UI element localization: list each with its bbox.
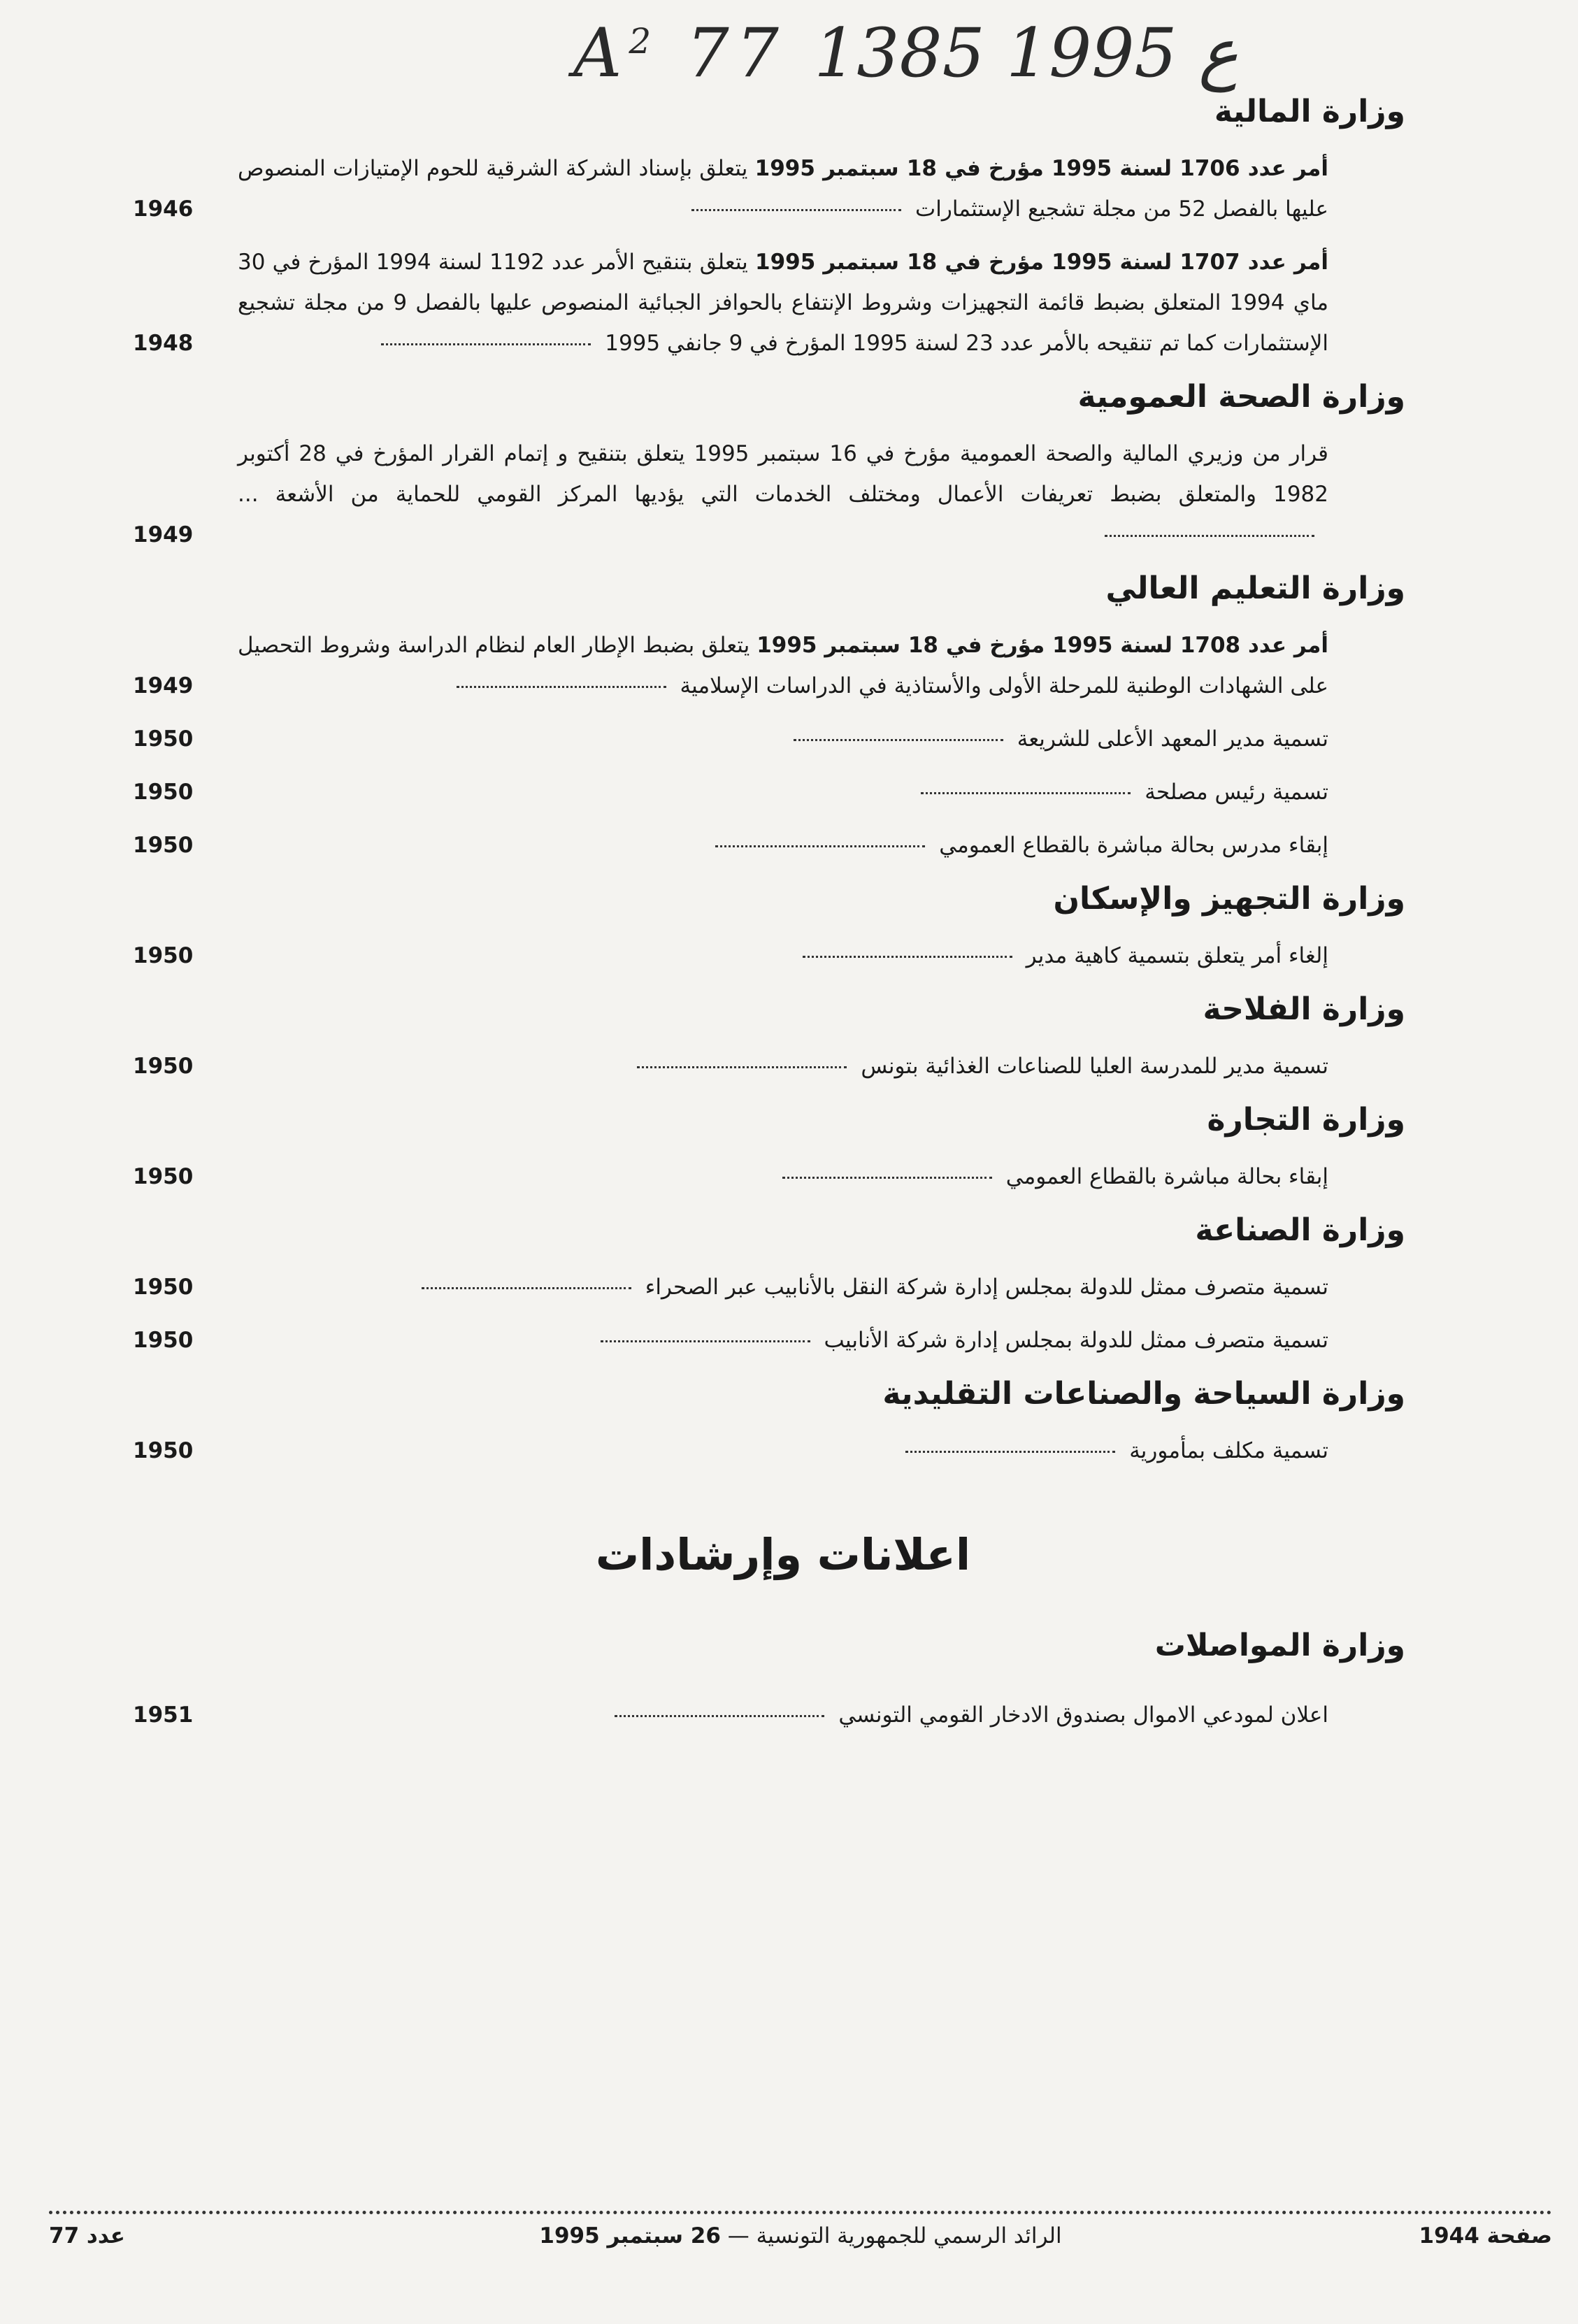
dot-leader xyxy=(637,1066,847,1068)
toc-entry xyxy=(133,1156,1405,1197)
ministry-heading: وزارة التجهيز والإسكان xyxy=(1053,881,1405,917)
dot-leader xyxy=(794,739,1003,741)
toc-entry-description: تسمية مدير المعهد الأعلى للشريعة xyxy=(1017,726,1328,752)
footer-page-number: صفحة 1944 xyxy=(1419,2223,1552,2248)
toc-entry-text xyxy=(238,1267,1328,1307)
toc-entry-text xyxy=(238,772,1328,812)
toc-entry-description: تسمية مكلف بمأمورية xyxy=(1129,1438,1328,1463)
page-footer xyxy=(49,2223,1552,2265)
footer-publication-name: الرائد الرسمي للجمهورية التونسية — xyxy=(727,2223,1062,2248)
toc-entry xyxy=(133,825,1405,866)
toc-entry-page-number: 1950 xyxy=(133,780,194,805)
toc-entry-text xyxy=(238,1156,1328,1197)
footer-divider xyxy=(49,2211,1552,2214)
toc-entry-text xyxy=(238,1695,1328,1735)
toc-entry-text xyxy=(238,1320,1328,1361)
toc-entry-description: إلغاء أمر يتعلق بتسمية كاهية مدير xyxy=(1026,943,1328,968)
toc-entry xyxy=(133,433,1405,555)
toc-entry xyxy=(133,625,1405,706)
table-of-contents xyxy=(133,91,1405,1748)
ministry-heading: وزارة التجارة xyxy=(1207,1102,1405,1138)
toc-entry-text xyxy=(238,935,1328,976)
toc-entry-page-number: 1950 xyxy=(133,1438,194,1463)
announcements-title: اعلانات وإرشادات xyxy=(595,1529,971,1580)
dot-leader xyxy=(601,1340,810,1342)
ministry-heading: وزارة الصناعة xyxy=(1195,1212,1405,1248)
toc-entry xyxy=(133,148,1405,229)
dot-leader xyxy=(615,1715,824,1717)
toc-entry-page-number: 1950 xyxy=(133,1164,194,1189)
toc-entry-text xyxy=(238,242,1328,364)
toc-entry-description: تسمية متصرف ممثل للدولة بمجلس إدارة شركة النقل بالأنابيب عبر الصحراء xyxy=(645,1275,1328,1300)
toc-entry-description: قرار من وزيري المالية والصحة العمومية مؤرخ في 16 سبتمبر 1995 يتعلق بتنقيح و إتمام القرار المؤرخ في 28 أكتوبر 1982 والمتعلق بضبط تعريفات الأعمال ومختلف الخدمات التي يؤديها المركز القومي للحماية من الأشعة ... xyxy=(238,441,1329,507)
toc-entry xyxy=(133,772,1405,812)
toc-entry xyxy=(133,935,1405,976)
dot-leader xyxy=(803,956,1012,958)
toc-entry-page-number: 1946 xyxy=(133,196,194,222)
dot-leader xyxy=(422,1287,631,1289)
toc-entry-bold: أمر عدد 1707 لسنة 1995 مؤرخ في 18 سبتمبر 1995 xyxy=(755,250,1328,275)
toc-entry-page-number: 1949 xyxy=(133,673,194,698)
toc-entry-text xyxy=(238,1430,1328,1471)
toc-entry-description: تسمية متصرف ممثل للدولة بمجلس إدارة شركة الأنابيب xyxy=(824,1328,1328,1353)
toc-entry-description: تسمية رئيس مصلحة xyxy=(1145,780,1328,805)
toc-entry xyxy=(133,1267,1405,1307)
toc-entry-page-number: 1950 xyxy=(133,833,194,858)
toc-entry-text xyxy=(238,148,1328,229)
toc-entry-text xyxy=(238,719,1328,759)
toc-entry-description: تسمية مدير للمدرسة العليا للصناعات الغذائية بتونس xyxy=(861,1054,1328,1079)
handwritten-reference-note xyxy=(573,14,1342,92)
toc-entry xyxy=(133,719,1405,759)
toc-entry-page-number: 1951 xyxy=(133,1702,194,1728)
toc-entry-bold: أمر عدد 1706 لسنة 1995 مؤرخ في 18 سبتمبر 1995 xyxy=(754,156,1328,181)
dot-leader xyxy=(691,209,901,211)
handwritten-ref: A xyxy=(573,14,629,92)
toc-entry-description: يتعلق بإسناد الشركة الشرقية للحوم الإمتيازات المنصوص عليها بالفصل 52 من مجلة تشجيع الإستثمارات xyxy=(238,156,1328,222)
ministry-heading: وزارة السياحة والصناعات التقليدية xyxy=(882,1376,1405,1412)
dot-leader xyxy=(715,845,925,847)
toc-entry-bold: أمر عدد 1708 لسنة 1995 مؤرخ في 18 سبتمبر 1995 xyxy=(756,633,1329,658)
toc-entry-description: يتعلق بتنقيح الأمر عدد 1192 لسنة 1994 المؤرخ في 30 ماي 1994 المتعلق بضبط قائمة التجهيزات وشروط الإنتفاع بالحوافز الجبائية المنصوص عليها بالفصل 9 من مجلة تشجيع الإستثمارات كما تم تنقيحه بالأمر عدد 23 لسنة 1995 المؤرخ في 9 جانفي 1995 xyxy=(238,250,1329,356)
dot-leader xyxy=(381,343,591,345)
dot-leader xyxy=(782,1177,992,1179)
toc-entry-description: اعلان لمودعي الاموال بصندوق الادخار القومي التونسي xyxy=(838,1702,1328,1728)
toc-entry-page-number: 1949 xyxy=(133,522,194,547)
toc-entry-description: يتعلق بضبط الإطار العام لنظام الدراسة وشروط التحصيل على الشهادات الوطنية للمرحلة الأولى والأستاذية في الدراسات الإسلامية xyxy=(238,633,1328,698)
toc-entry-description: إبقاء بحالة مباشرة بالقطاع العمومي xyxy=(1005,1164,1328,1189)
dot-leader xyxy=(1105,535,1314,537)
toc-entry-page-number: 1950 xyxy=(133,726,194,752)
dot-leader xyxy=(905,1451,1115,1453)
toc-entry-text xyxy=(238,1046,1328,1086)
ministry-heading: وزارة الفلاحة xyxy=(1203,991,1405,1027)
dot-leader xyxy=(921,792,1131,794)
footer-issue-number: عدد 77 xyxy=(49,2223,125,2248)
handwritten-sup: 2 xyxy=(629,21,659,62)
toc-entry-text xyxy=(238,625,1328,706)
ministry-heading: وزارة التعليم العالي xyxy=(1105,571,1405,606)
toc-entry-description: إبقاء مدرس بحالة مباشرة بالقطاع العمومي xyxy=(939,833,1328,858)
toc-entry xyxy=(133,1046,1405,1086)
ministry-heading: وزارة المالية xyxy=(1214,94,1405,129)
toc-entry xyxy=(133,1695,1405,1735)
footer-publication xyxy=(49,2223,1552,2248)
ministry-heading: وزارة الصحة العمومية xyxy=(1077,379,1405,415)
dot-leader xyxy=(457,686,666,688)
toc-entry-page-number: 1950 xyxy=(133,1275,194,1300)
toc-entry-page-number: 1950 xyxy=(133,943,194,968)
toc-entry xyxy=(133,242,1405,364)
ministry-heading: وزارة المواصلات xyxy=(1154,1628,1405,1663)
toc-entry-page-number: 1950 xyxy=(133,1054,194,1079)
toc-entry-page-number: 1948 xyxy=(133,331,194,356)
toc-entry xyxy=(133,1430,1405,1471)
toc-entry xyxy=(133,1320,1405,1361)
toc-entry-page-number: 1950 xyxy=(133,1328,194,1353)
footer-date: 26 سبتمبر 1995 xyxy=(539,2223,721,2248)
toc-entry-text xyxy=(238,433,1328,555)
toc-entry-text xyxy=(238,825,1328,866)
handwritten-rest: 77 ع 1995 1385 xyxy=(686,14,1239,92)
